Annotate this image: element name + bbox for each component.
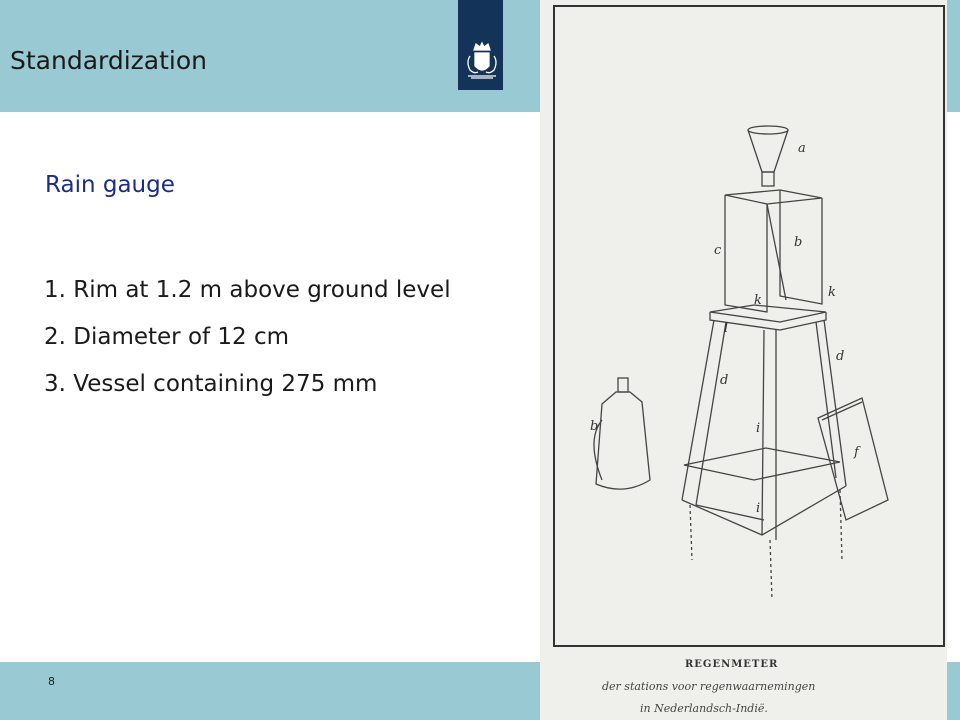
label-k: k bbox=[754, 293, 762, 308]
slide-title: Standardization bbox=[10, 46, 208, 75]
label-i: i bbox=[756, 501, 761, 516]
list-item: 1. Rim at 1.2 m above ground level bbox=[44, 277, 451, 303]
label-a: a bbox=[798, 141, 806, 156]
label-i: i bbox=[756, 421, 761, 436]
label-d: d bbox=[836, 349, 845, 364]
rain-gauge-illustration bbox=[540, 0, 947, 720]
label-b: b bbox=[590, 419, 599, 434]
label-f: f bbox=[854, 445, 859, 460]
slide-subtitle: Rain gauge bbox=[45, 172, 175, 198]
label-b: b bbox=[794, 235, 803, 250]
label-d: d bbox=[720, 373, 729, 388]
caption-line-2: in Nederlandsch-Indië. bbox=[640, 702, 768, 715]
page-number: 8 bbox=[48, 675, 55, 688]
coat-of-arms-logo bbox=[458, 0, 503, 90]
label-l: l bbox=[724, 321, 729, 336]
label-k: k bbox=[828, 285, 836, 300]
list-item: 3. Vessel containing 275 mm bbox=[44, 371, 378, 397]
caption-line-1: der stations voor regenwaarnemingen bbox=[602, 680, 816, 693]
label-c: c bbox=[714, 243, 722, 258]
list-item: 2. Diameter of 12 cm bbox=[44, 324, 290, 350]
caption-title: REGENMETER bbox=[685, 659, 779, 670]
requirements-list bbox=[44, 274, 451, 415]
